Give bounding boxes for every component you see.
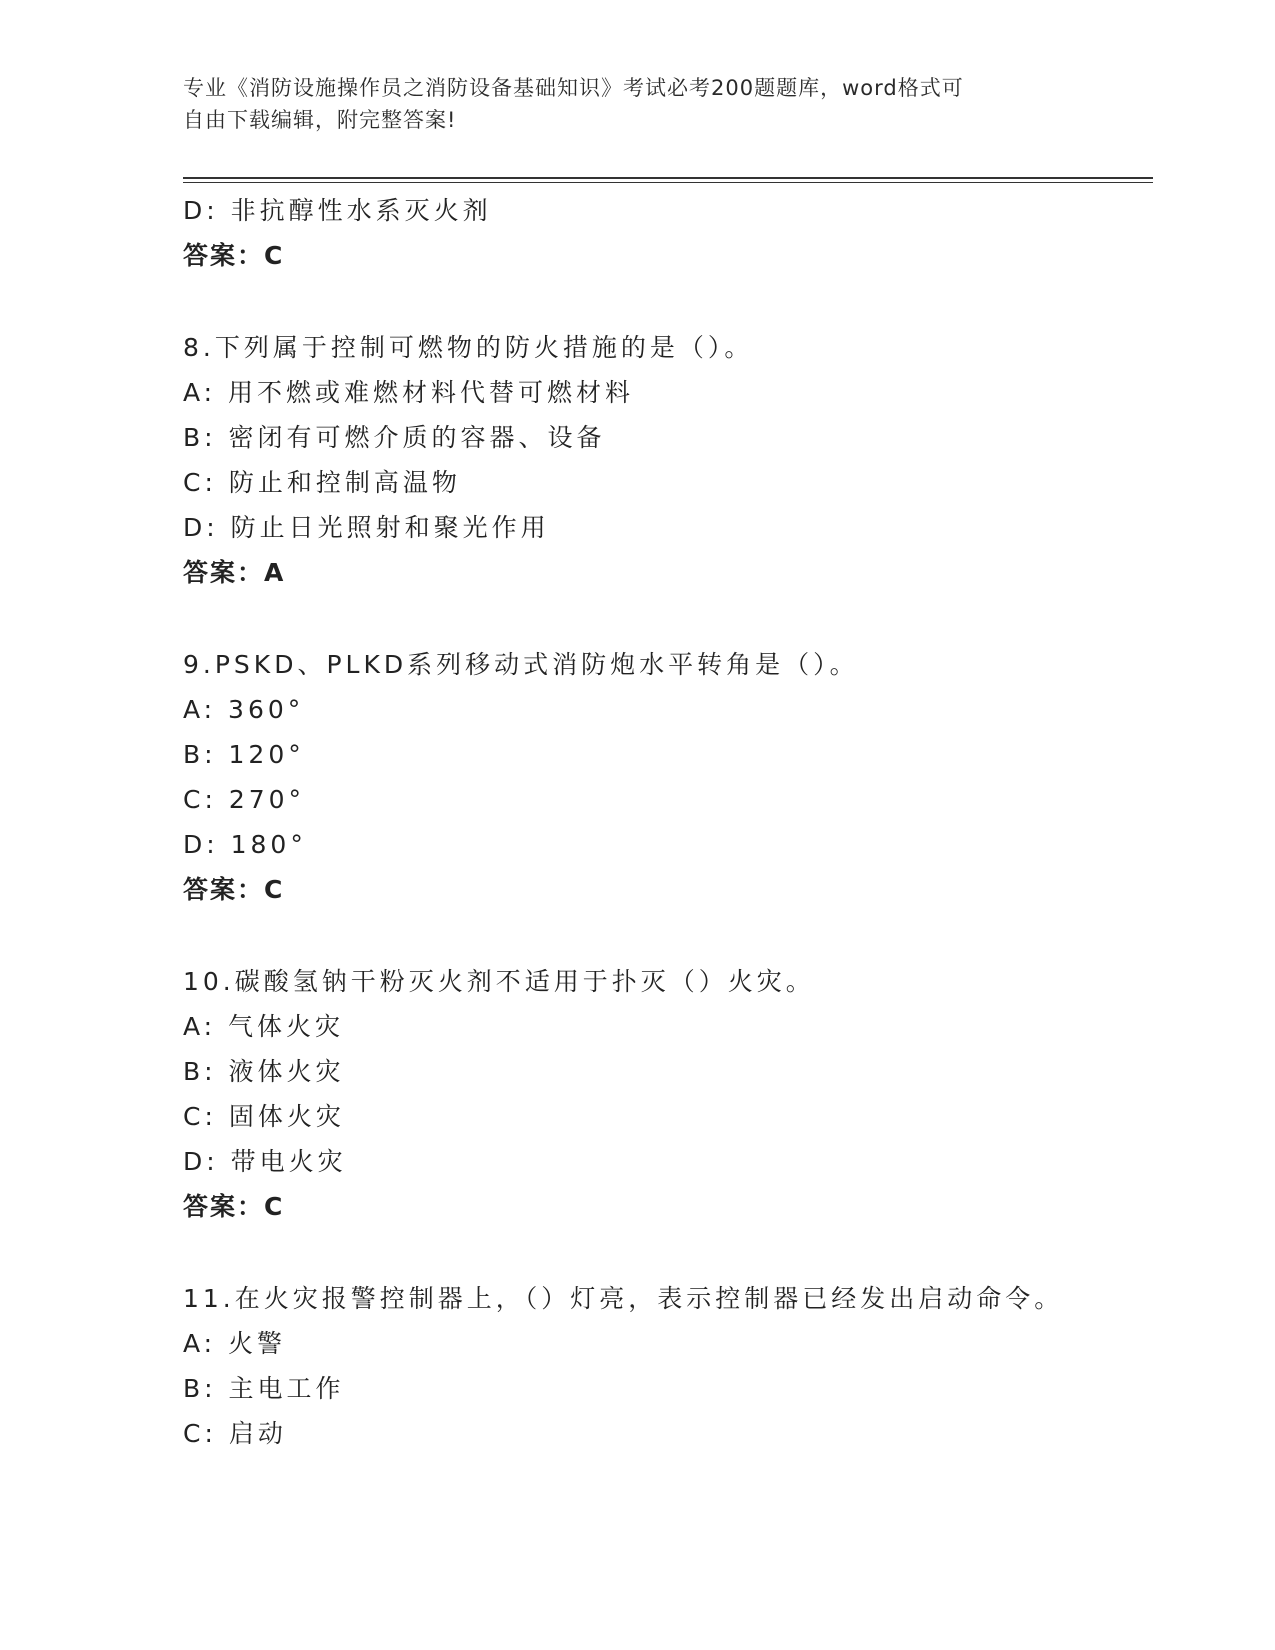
question-9-title: 9.PSKD、PLKD系列移动式消防炮水平转角是（）。 <box>183 650 859 679</box>
header-divider-thin <box>183 182 1153 183</box>
question-11-option-b: B: 主电工作 <box>183 1374 345 1403</box>
question-10-title: 10.碳酸氢钠干粉灭火剂不适用于扑灭（）火灾。 <box>183 967 815 996</box>
question-7-option-d: D: 非抗醇性水系灭火剂 <box>183 196 492 225</box>
question-10-option-b: B: 液体火灾 <box>183 1057 345 1086</box>
question-11-option-c: C: 启动 <box>183 1419 287 1448</box>
question-8-option-a: A: 用不燃或难燃材料代替可燃材料 <box>183 378 635 407</box>
question-8-option-b: B: 密闭有可燃介质的容器、设备 <box>183 423 606 452</box>
question-10-option-c: C: 固体火灾 <box>183 1102 345 1131</box>
spacer <box>183 278 1153 325</box>
question-block-10 <box>183 959 1153 1229</box>
question-8-title: 8.下列属于控制可燃物的防火措施的是（）。 <box>183 333 754 362</box>
header-title-line-2: 自由下载编辑，附完整答案! <box>183 108 457 132</box>
header-divider-thick <box>183 177 1153 179</box>
spacer <box>183 595 1153 642</box>
question-10-option-d: D: 带电火灾 <box>183 1147 347 1176</box>
question-10-option-a: A: 气体火灾 <box>183 1012 345 1041</box>
question-9-option-d: D: 180° <box>183 830 307 859</box>
question-11-title: 11.在火灾报警控制器上，（）灯亮，表示控制器已经发出启动命令。 <box>183 1284 1064 1313</box>
question-8-option-d: D: 防止日光照射和聚光作用 <box>183 513 550 542</box>
question-7-answer: 答案：C <box>183 241 285 270</box>
document-header <box>183 72 1063 136</box>
spacer <box>183 912 1153 959</box>
question-11-option-a: A: 火警 <box>183 1329 287 1358</box>
question-8-answer: 答案：A <box>183 558 286 587</box>
question-9-option-a: A: 360° <box>183 695 305 724</box>
question-9-option-c: C: 270° <box>183 785 306 814</box>
question-9-answer: 答案：C <box>183 875 285 904</box>
question-9-option-b: B: 120° <box>183 740 305 769</box>
question-8-option-c: C: 防止和控制高温物 <box>183 468 461 497</box>
question-block-9 <box>183 642 1153 912</box>
question-list <box>183 188 1153 1456</box>
spacer <box>183 1229 1153 1276</box>
question-block-8 <box>183 325 1153 595</box>
question-10-answer: 答案：C <box>183 1192 285 1221</box>
question-block-11 <box>183 1276 1153 1456</box>
question-block-7 <box>183 188 1153 278</box>
header-title-line-1: 专业《消防设施操作员之消防设备基础知识》考试必考200题题库，word格式可 <box>183 76 964 100</box>
